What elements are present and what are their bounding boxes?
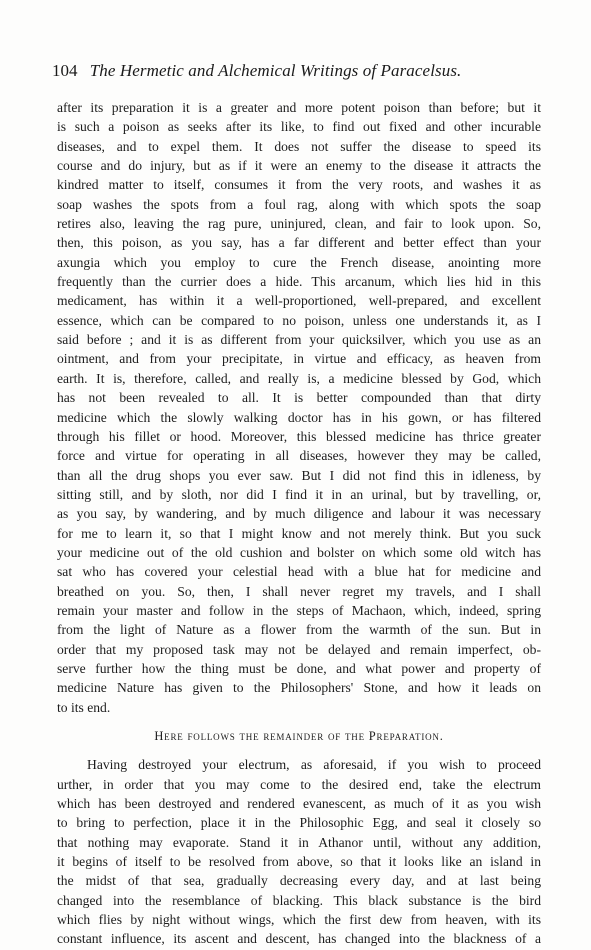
text-line: remain your master and follow in the steps of Machaon, which, indeed, spring (57, 602, 541, 618)
text-line: than all the drug shops you ever saw. But I did not find this in idleness, by (57, 467, 541, 483)
text-line: as you say, by wandering, and by much diligence and labour it was necessary (57, 506, 541, 522)
text-line: medicine which the slowly walking doctor has in his gown, or has filtered (57, 409, 541, 425)
running-header (52, 61, 542, 81)
text-line: through his fillet or hood. Moreover, this blessed medicine has thrice greater (57, 428, 541, 444)
text-line: constant influence, its ascent and descent, has changed into the blackness of a (57, 931, 541, 947)
text-line: the midst of that sea, gradually decreasing every day, and at last being (57, 873, 541, 889)
text-line: from the light of Nature as a flower from the warmth of the sun. But in (57, 622, 541, 638)
text-line: breathed on you. So, then, I shall never regret my travels, and I shall (57, 583, 541, 599)
text-line: medicament, has within it a well-proportioned, well-prepared, and excellent (57, 293, 541, 309)
text-line: which flies by night without wings, which the first dew from heaven, with its (57, 912, 541, 928)
text-line: urther, in order that you may come to the desired end, take the electrum (57, 776, 541, 792)
text-line: sitting still, and by sloth, nor did I find it in an urinal, but by travelling, or, (57, 486, 541, 502)
text-line: your medicine out of the old cushion and bolster on which some old witch has (57, 544, 541, 560)
text-line: medicine Nature has given to the Philosophers' Stone, and how it leads on (57, 680, 541, 696)
text-line: is such a poison as seeks after its like, to find out fixed and other incurable (57, 119, 541, 135)
text-line: said before ; and it is as different from your quicksilver, which you use as an (57, 332, 541, 348)
body-text (57, 98, 541, 949)
text-line: serve further how the thing must be done, and what power and property of (57, 660, 541, 676)
text-line: soap washes the spots from a foul rag, along with which spots the soap (57, 196, 541, 212)
text-line: has not been revealed to all. It is better compounded than that dirty (57, 390, 541, 406)
text-line: to its end. (57, 699, 111, 715)
text-line: force and virtue for operating in all diseases, however they may be called, (57, 448, 541, 464)
text-line: axungia which you employ to cure the French disease, anointing more (57, 254, 541, 270)
text-line: to bring to perfection, place it in the Philosophic Egg, and seal it closely so (57, 815, 541, 831)
text-line: essence, which can be compared to no poison, unless one understands it, as I (57, 312, 541, 328)
text-line: course and do injury, but as if it were an enemy to the disease it attracts the (57, 158, 541, 174)
text-line: order that my proposed task may not be delayed and remain imperfect, ob- (57, 641, 541, 657)
text-line: sat who has covered your celestial head with a blue hat for medicine and (57, 564, 541, 580)
running-title: The Hermetic and Alchemical Writings of Paracelsus. (89, 61, 462, 80)
text-line: retires also, leaving the rag pure, uninjured, clean, and fair to look upon. So, (57, 216, 541, 232)
page-number: 104 (52, 61, 78, 80)
text-line: Having destroyed your electrum, as aforesaid, if you wish to proceed (87, 757, 541, 773)
text-line: diseases, and to expel them. It does not suffer the disease to speed its (57, 138, 541, 154)
paragraph-1 (57, 98, 541, 717)
text-line: which has been destroyed and rendered evanescent, as much of it as you wish (57, 796, 541, 812)
text-line: it begins of itself to be resolved from above, so that it looks like an island in (57, 854, 541, 870)
section-heading: Here follows the remainder of the Preparation. (154, 729, 444, 743)
text-line: after its preparation it is a greater and more potent poison than before; but it (57, 100, 541, 115)
text-line: changed into the resemblance of blacking. This black substance is the bird (57, 892, 541, 908)
text-line: then, this poison, as you say, has a far different and better effect than your (57, 235, 541, 251)
text-line: that nothing may evaporate. Stand it in Athanor until, without any addition, (57, 834, 541, 850)
paragraph-2 (57, 755, 541, 948)
text-line: frequently than the currier does a hide. This arcanum, which lies hid in this (57, 274, 541, 290)
text-line: ointment, and from your precipitate, in virtue and efficacy, as heaven from (57, 351, 541, 367)
text-line: for me to learn it, so that I might know and not merely think. But you suck (57, 525, 541, 541)
text-line: earth. It is, therefore, called, and really is, a medicine blessed by God, which (57, 370, 541, 386)
text-line: kindred matter to itself, consumes it from the very roots, and washes it as (57, 177, 541, 193)
